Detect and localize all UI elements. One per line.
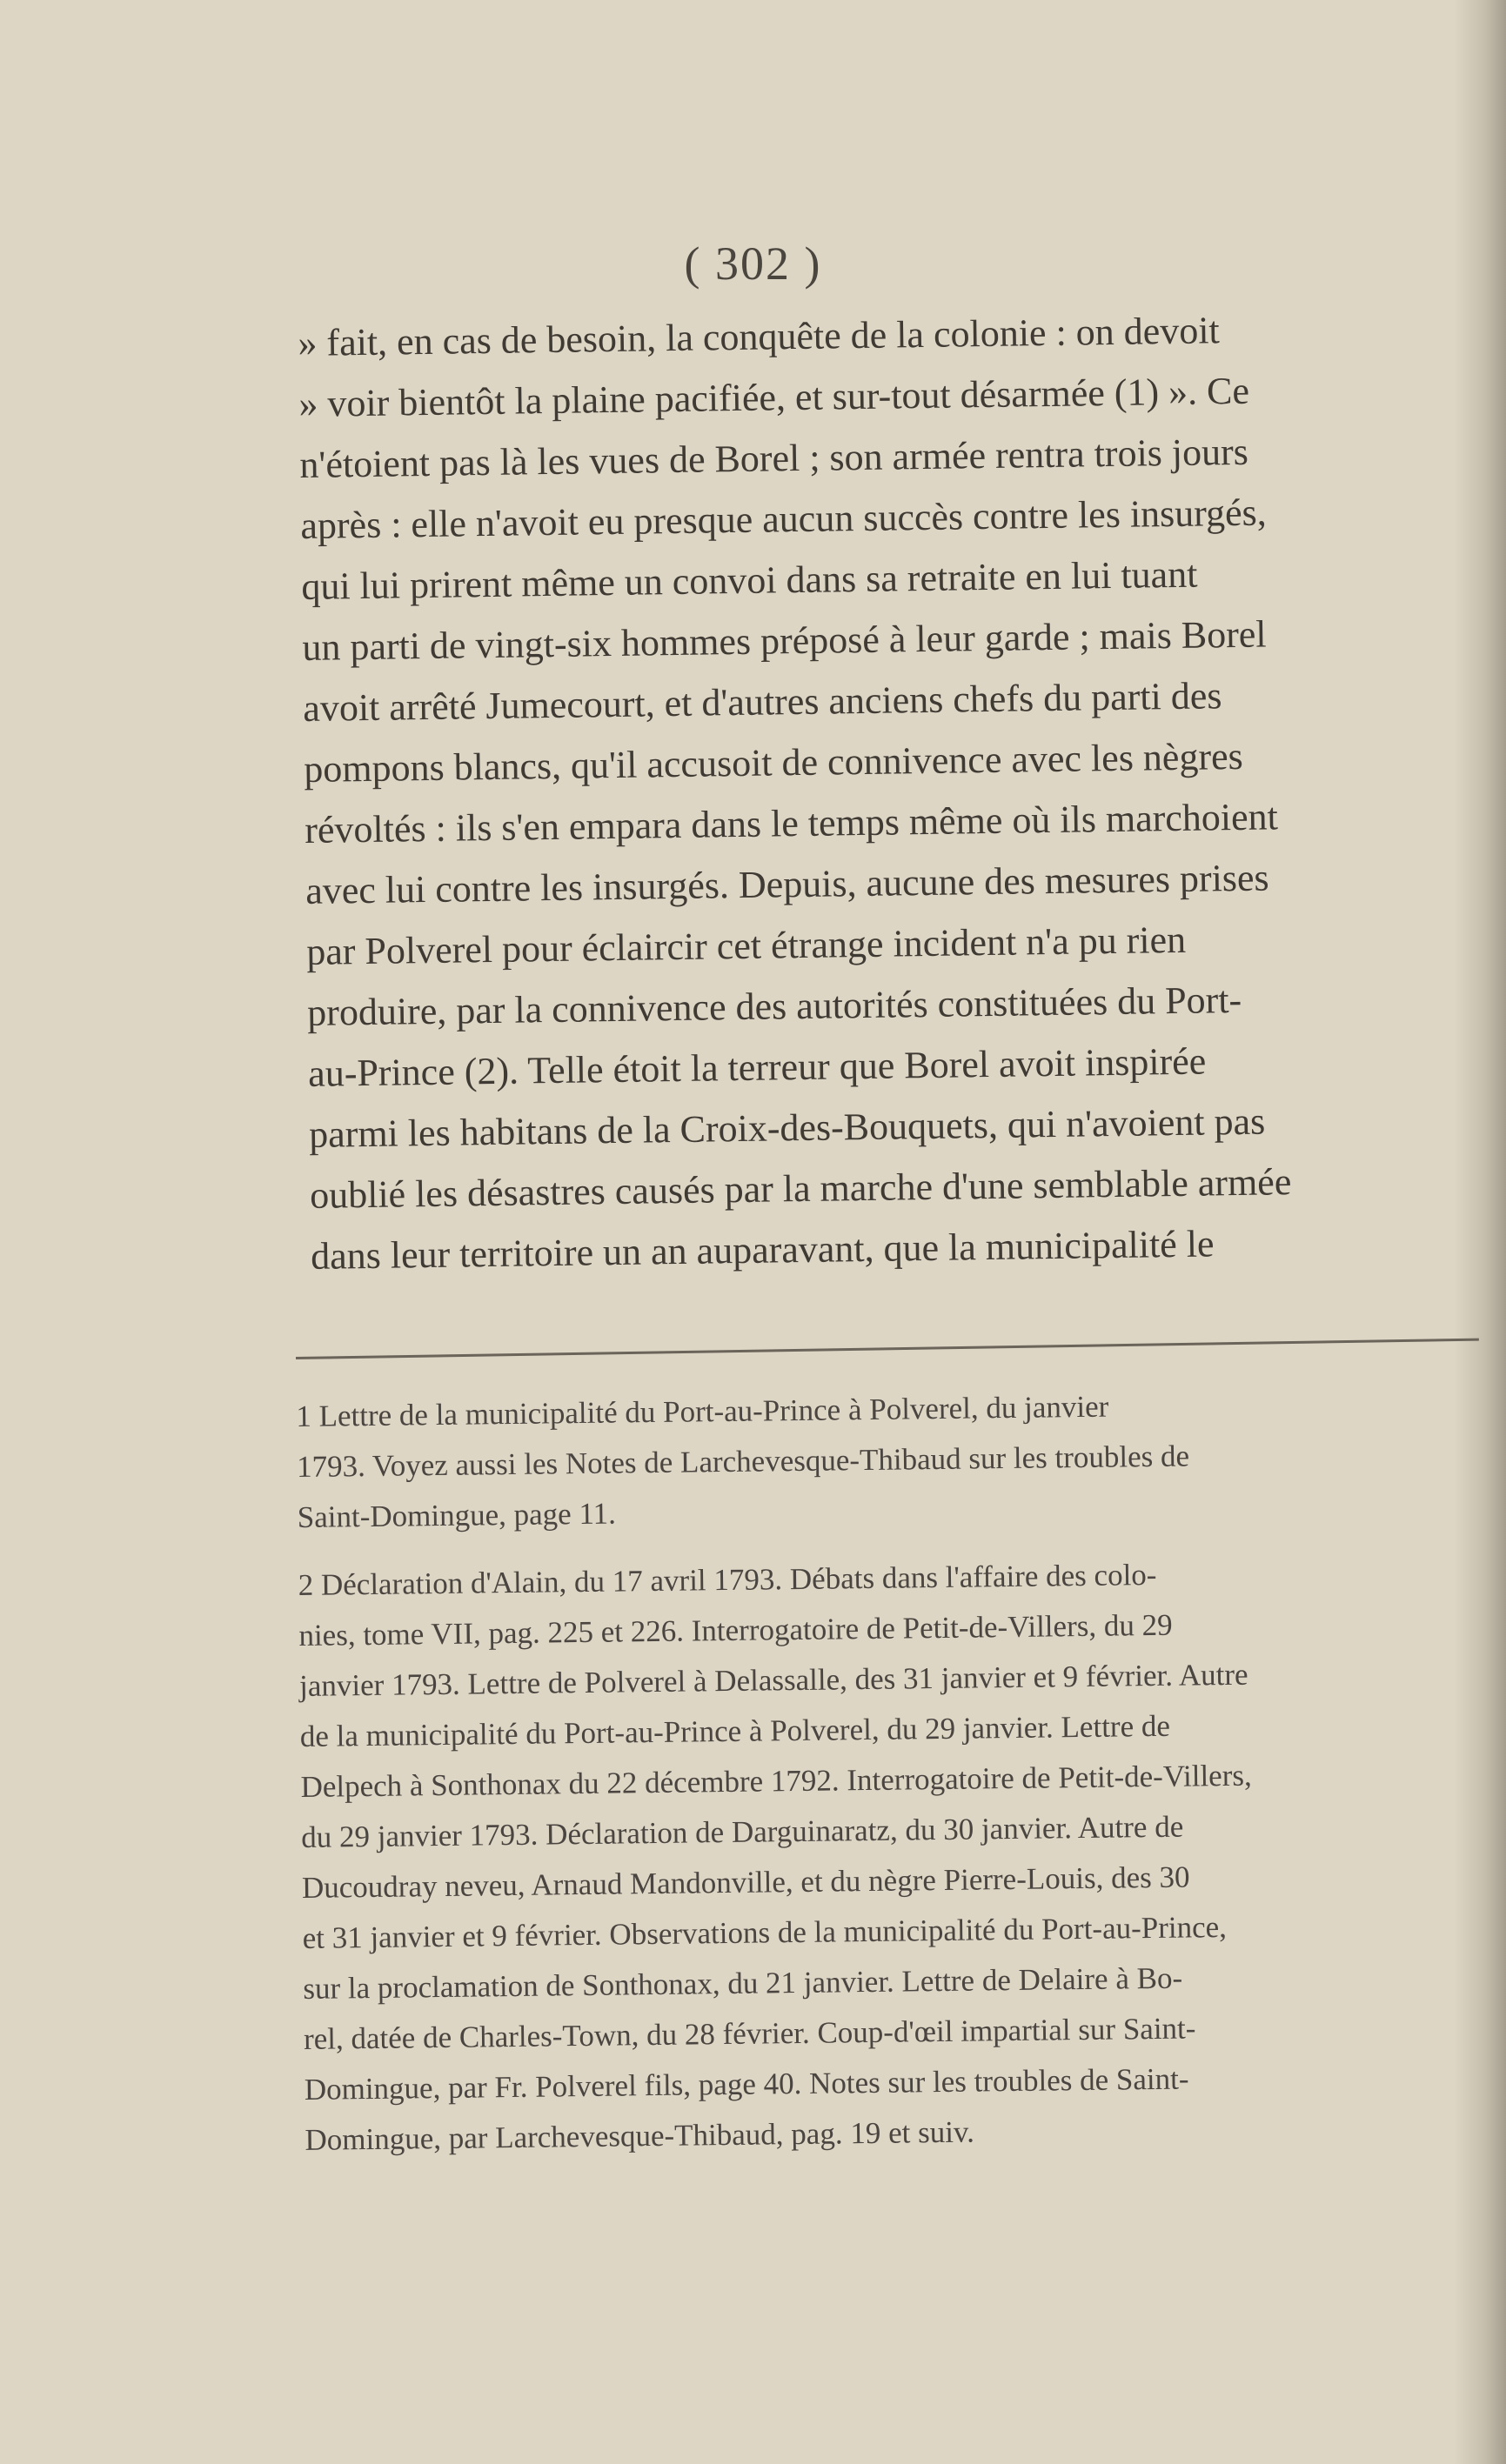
text-line: n'étoient pas là les vues de Borel ; son armée rentra trois jours bbox=[299, 430, 1249, 486]
footnote-line: Domingue, par Larchevesque-Thibaud, pag. 19 et suiv. bbox=[305, 2114, 975, 2157]
footnote-line: nies, tome VII, pag. 225 et 226. Interrogatoire de Petit-de-Villers, du 29 bbox=[298, 1607, 1173, 1653]
page-number: ( 302 ) bbox=[684, 237, 822, 290]
footnote-1 bbox=[296, 1377, 1481, 1543]
text-line: parmi les habitans de la Croix-des-Bouquets, qui n'avoient pas bbox=[308, 1099, 1266, 1156]
footnote-line: 1793. Voyez aussi les Notes de Larchevesque-Thibaud sur les troubles de bbox=[296, 1439, 1190, 1484]
footnote-line: du 29 janvier 1793. Déclaration de Darguinaratz, du 30 janvier. Autre de bbox=[301, 1809, 1184, 1854]
footnote-line: de la municipalité du Port-au-Prince à Polverel, du 29 janvier. Lettre de bbox=[299, 1708, 1171, 1753]
text-line: avec lui contre les insurgés. Depuis, aucune des mesures prises bbox=[305, 856, 1269, 912]
text-line: révoltés : ils s'en empara dans le temps même où ils marchoient bbox=[304, 795, 1279, 851]
footnote-line: 2 Déclaration d'Alain, du 17 avril 1793. Débats dans l'affaire des colo- bbox=[298, 1557, 1157, 1602]
text-line: » voir bientôt la plaine pacifiée, et sur-tout désarmée (1) ». Ce bbox=[298, 369, 1250, 425]
footnote-2 bbox=[298, 1546, 1488, 2166]
text-line: par Polverel pour éclaircir cet étrange incident n'a pu rien bbox=[305, 918, 1187, 973]
footnote-line: Ducoudray neveu, Arnaud Mandonville, et du nègre Pierre-Louis, des 30 bbox=[301, 1860, 1190, 1905]
footnote-line: sur la proclamation de Sonthonax, du 21 janvier. Lettre de Delaire à Bo- bbox=[303, 1960, 1183, 2006]
text-line: un parti de vingt-six hommes préposé à leur garde ; mais Borel bbox=[302, 612, 1267, 669]
footnote-line: et 31 janvier et 9 février. Observations de la municipalité du Port-au-Prince, bbox=[302, 1909, 1228, 1955]
text-line: produire, par la connivence des autorités constituées du Port- bbox=[306, 978, 1242, 1034]
footnote-line: Domingue, par Fr. Polverel fils, page 40. Notes sur les troubles de Saint- bbox=[304, 2061, 1189, 2107]
footnotes-block bbox=[296, 1377, 1489, 2166]
text-line: oublié les désastres causés par la marche d'une semblable armée bbox=[309, 1160, 1292, 1217]
footnote-line: rel, datée de Charles-Town, du 28 février. Coup-d'œil impartial sur Saint- bbox=[303, 2011, 1196, 2056]
text-line: au-Prince (2). Telle étoit la terreur que Borel avoit inspirée bbox=[307, 1039, 1207, 1095]
text-line: avoit arrêté Jumecourt, et d'autres anciens chefs du parti des bbox=[303, 674, 1222, 730]
footnote-line: Delpech à Sonthonax du 22 décembre 1792. Interrogatoire de Petit-de-Villers, bbox=[300, 1758, 1252, 1804]
footnote-line: Saint-Domingue, page 11. bbox=[297, 1496, 617, 1534]
text-line: » fait, en cas de besoin, la conquête de la colonie : on devoit bbox=[298, 309, 1221, 364]
text-line: après : elle n'avoit eu presque aucun succès contre les insurgés, bbox=[300, 491, 1268, 547]
text-line: qui lui prirent même un convoi dans sa retraite en lui tuant bbox=[301, 552, 1198, 608]
footnote-line: janvier 1793. Lettre de Polverel à Delassalle, des 31 janvier et 9 février. Autre bbox=[298, 1657, 1248, 1703]
text-line: dans leur territoire un an auparavant, que la municipalité le bbox=[310, 1222, 1215, 1278]
footnote-line: 1 Lettre de la municipalité du Port-au-Prince à Polverel, du janvier bbox=[296, 1389, 1109, 1433]
main-text-block bbox=[298, 297, 1495, 1287]
footnote-separator-rule bbox=[296, 1339, 1479, 1359]
text-line: pompons blancs, qu'il accusoit de connivence avec les nègres bbox=[303, 734, 1244, 791]
